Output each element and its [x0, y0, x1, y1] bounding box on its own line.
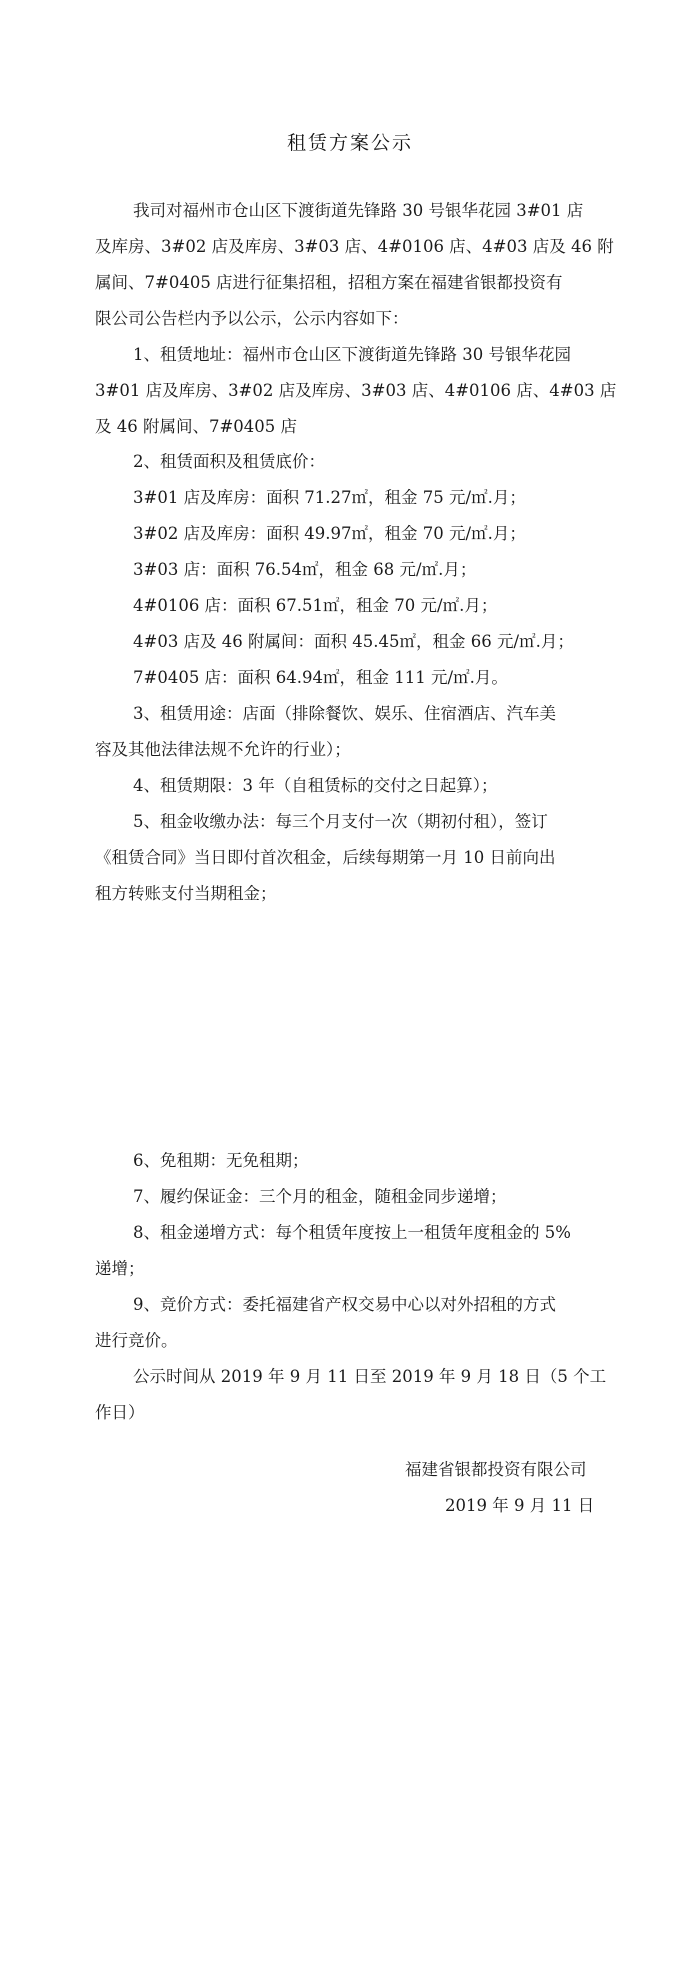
- document-title: 租赁方案公示: [286, 132, 413, 154]
- text-line: 递增；: [95, 1259, 145, 1278]
- text-line: 1、租赁地址：福州市仓山区下渡街道先锋路 30 号银华花园: [133, 345, 571, 364]
- text-line: 及库房、3#02 店及库房、3#03 店、4#0106 店、4#03 店及 46 附: [95, 237, 614, 256]
- text-line: 4、租赁期限：3 年（自租赁标的交付之日起算）；: [133, 776, 498, 795]
- text-line: 7#0405 店：面积 64.94㎡，租金 111 元/㎡.月。: [133, 668, 508, 687]
- text-line: 《租赁合同》当日即付首次租金，后续每期第一月 10 日前向出: [95, 848, 556, 867]
- text-line: 2、租赁面积及租赁底价：: [133, 452, 325, 471]
- signature-company: 福建省银都投资有限公司: [405, 1460, 587, 1479]
- text-line: 4#0106 店：面积 67.51㎡，租金 70 元/㎡.月；: [133, 596, 498, 615]
- text-line: 4#03 店及 46 附属间：面积 45.45㎡，租金 66 元/㎡.月；: [133, 632, 574, 651]
- text-line: 7、履约保证金：三个月的租金，随租金同步递增；: [133, 1187, 507, 1206]
- text-line: 进行竞价。: [95, 1331, 178, 1350]
- text-line: 限公司公告栏内予以公示，公示内容如下：: [95, 309, 409, 328]
- text-line: 公示时间从 2019 年 9 月 11 日至 2019 年 9 月 18 日（5 个工: [133, 1367, 607, 1386]
- text-line: 8、租金递增方式：每个租赁年度按上一租赁年度租金的 5%: [133, 1223, 571, 1242]
- text-line: 5、租金收缴办法：每三个月支付一次（期初付租），签订: [133, 812, 548, 831]
- text-line: 属间、7#0405 店进行征集招租，招租方案在福建省银都投资有: [95, 273, 563, 292]
- text-line: 3#03 店：面积 76.54㎡，租金 68 元/㎡.月；: [133, 560, 477, 579]
- text-line: 9、竞价方式：委托福建省产权交易中心以对外招租的方式: [133, 1295, 556, 1314]
- text-line: 3、租赁用途：店面（排除餐饮、娱乐、住宿酒店、汽车美: [133, 704, 556, 723]
- signature-date: 2019 年 9 月 11 日: [445, 1496, 595, 1515]
- text-line: 3#01 店及库房：面积 71.27㎡，租金 75 元/㎡.月；: [133, 488, 526, 507]
- text-line: 3#01 店及库房、3#02 店及库房、3#03 店、4#0106 店、4#03 店: [95, 381, 617, 400]
- text-line: 租方转账支付当期租金；: [95, 884, 277, 903]
- text-line: 6、免租期：无免租期；: [133, 1151, 309, 1170]
- text-line: 3#02 店及库房：面积 49.97㎡，租金 70 元/㎡.月；: [133, 524, 526, 543]
- text-line: 作日）: [95, 1403, 145, 1422]
- text-line: 我司对福州市仓山区下渡街道先锋路 30 号银华花园 3#01 店: [133, 201, 584, 220]
- text-line: 容及其他法律法规不允许的行业）；: [95, 740, 351, 759]
- text-line: 及 46 附属间、7#0405 店: [95, 417, 298, 436]
